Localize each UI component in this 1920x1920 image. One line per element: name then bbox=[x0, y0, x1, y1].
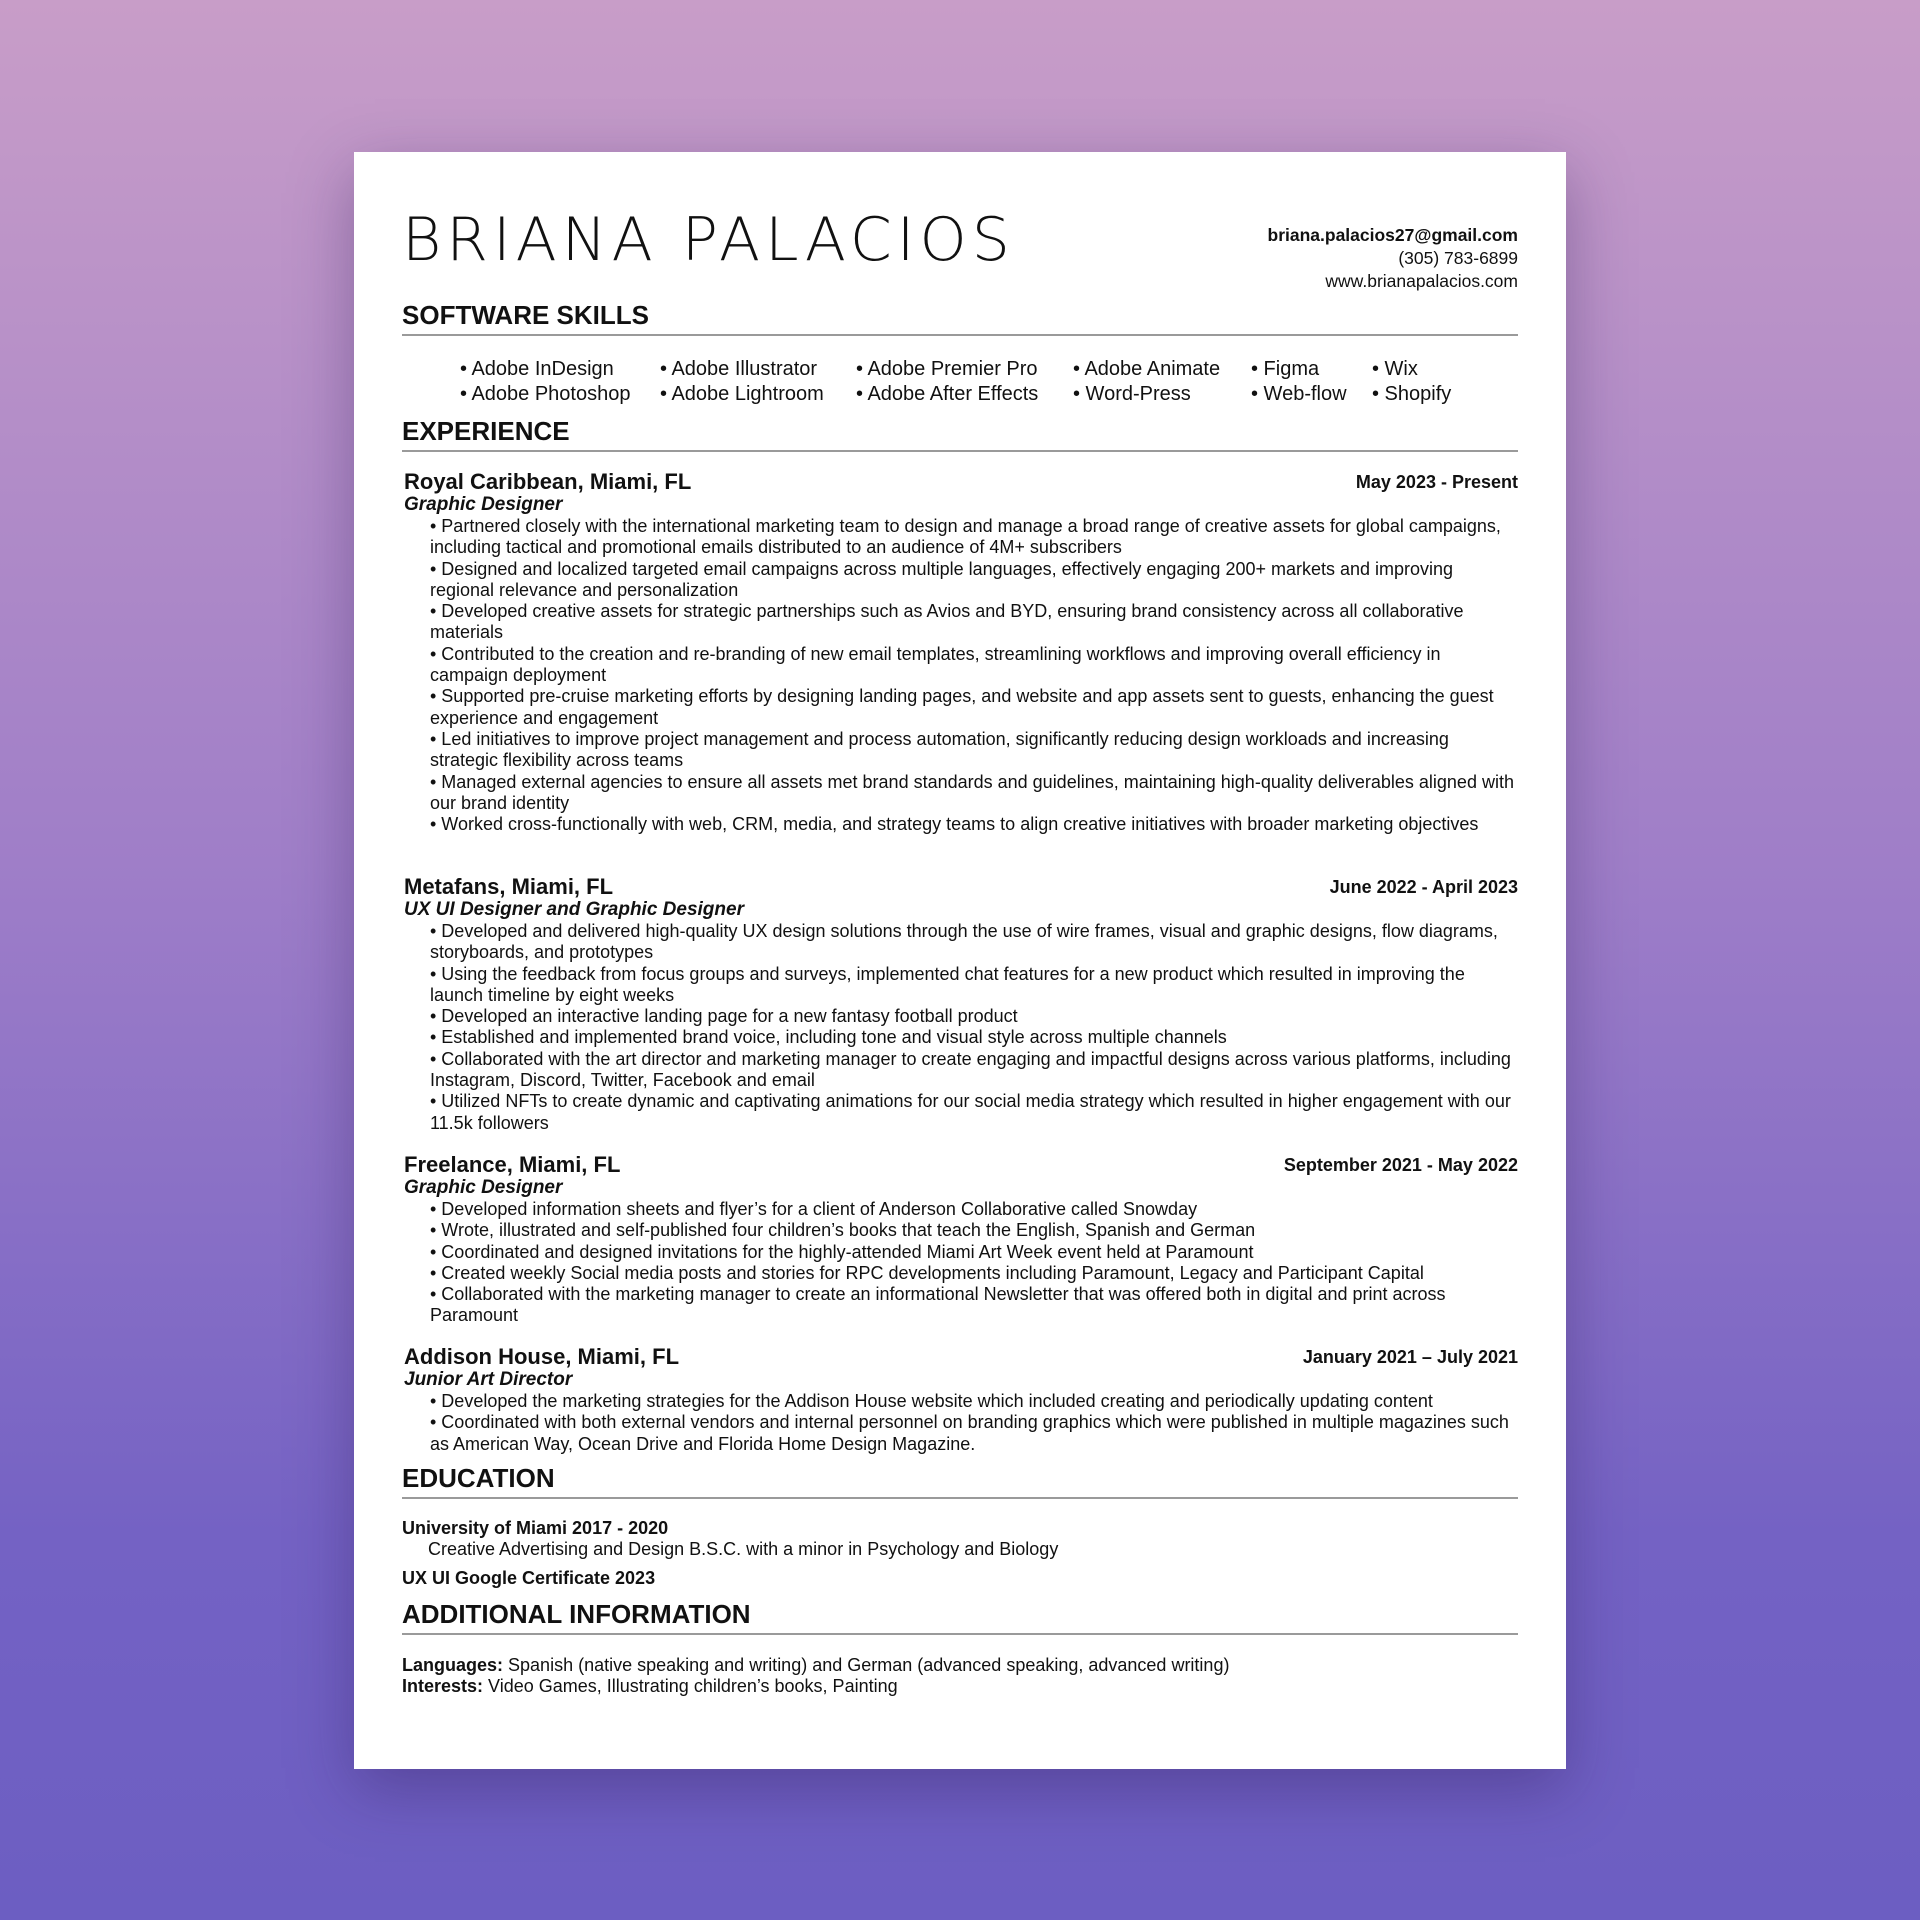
company-name: Metafans, Miami, FL bbox=[404, 874, 614, 899]
skills-column bbox=[1372, 357, 1451, 407]
skills-column bbox=[1251, 357, 1347, 407]
job-header bbox=[404, 875, 1518, 899]
interests-line bbox=[402, 1676, 1229, 1697]
skill-item: • Adobe Lightroom bbox=[660, 383, 824, 405]
job-role: Junior Art Director bbox=[404, 1369, 573, 1390]
job-bullets bbox=[404, 921, 1518, 1134]
languages-line bbox=[402, 1655, 1229, 1676]
section-title-education: EDUCATION bbox=[402, 1463, 1518, 1499]
job-entry bbox=[404, 470, 1518, 835]
bullet-item: • Managed external agencies to ensure all assets met brand standards and guidelines, maintaining high-quality deliverables aligned with our brand identity bbox=[430, 771, 1514, 813]
section-title-additional: ADDITIONAL INFORMATION bbox=[402, 1599, 1518, 1635]
email[interactable]: briana.palacios27@gmail.com bbox=[1267, 225, 1518, 245]
contact-block bbox=[1268, 224, 1519, 293]
section-title-experience: EXPERIENCE bbox=[402, 416, 1518, 452]
job-dates: January 2021 – July 2021 bbox=[1302, 1347, 1518, 1367]
job-entry bbox=[404, 1153, 1518, 1327]
bullet-item: • Developed the marketing strategies for the Addison House website which included creating and periodically updating content bbox=[430, 1391, 1433, 1411]
bullet-item: • Supported pre-cruise marketing efforts by designing landing pages, and website and app assets sent to guests, enhancing the guest experience and engagement bbox=[430, 686, 1494, 728]
bullet-item: • Contributed to the creation and re-branding of new email templates, streamlining workflows and improving overall efficiency in campaign deployment bbox=[430, 643, 1441, 686]
phone: (305) 783-6899 bbox=[1398, 248, 1518, 268]
resume-page bbox=[354, 152, 1566, 1769]
bullet-item: • Collaborated with the art director and marketing manager to create engaging and impactful designs across various platforms, including Instagram, Discord, Twitter, Facebook and email bbox=[430, 1048, 1511, 1091]
company-name: Freelance, Miami, FL bbox=[404, 1152, 621, 1177]
skill-item: • Adobe Photoshop bbox=[460, 383, 631, 405]
skill-item: • Word-Press bbox=[1073, 383, 1191, 405]
bullet-item: • Developed and delivered high-quality UX design solutions through the use of wire frames, visual and graphic designs, flow diagrams, storyboards, and prototypes bbox=[430, 921, 1498, 963]
school: University of Miami 2017 - 2020 bbox=[402, 1518, 669, 1538]
interests-label: Interests: bbox=[402, 1676, 484, 1696]
job-dates: June 2022 - April 2023 bbox=[1329, 877, 1518, 897]
bullet-item: • Developed creative assets for strategic partnerships such as Avios and BYD, ensuring brand consistency across all collaborative materials bbox=[430, 601, 1464, 643]
job-bullets bbox=[404, 516, 1518, 835]
job-bullets bbox=[404, 1391, 1518, 1455]
bullet-item: • Worked cross-functionally with web, CRM, media, and strategy teams to align creative initiatives with broader marketing objectives bbox=[430, 814, 1479, 835]
skills-column bbox=[460, 357, 630, 407]
skill-item: • Figma bbox=[1251, 358, 1320, 380]
job-header bbox=[404, 1153, 1518, 1177]
company-name: Addison House, Miami, FL bbox=[404, 1344, 680, 1369]
skills-column bbox=[856, 357, 1038, 407]
bullet-item: • Partnered closely with the international marketing team to design and manage a broad range of creative assets for global campaigns, including tactical and promotional emails distributed to an audience of 4M+ subscribers bbox=[430, 516, 1501, 558]
website[interactable]: www.brianapalacios.com bbox=[1325, 271, 1518, 291]
bullet-item: • Using the feedback from focus groups and surveys, implemented chat features for a new product which resulted in improving the launch timeline by eight weeks bbox=[430, 963, 1465, 1005]
job-entry bbox=[404, 875, 1518, 1134]
job-entry bbox=[404, 1345, 1518, 1455]
skills-column bbox=[1073, 357, 1220, 407]
certificate: UX UI Google Certificate 2023 bbox=[402, 1568, 656, 1588]
skill-item: • Adobe After Effects bbox=[856, 383, 1039, 405]
skill-item: • Adobe InDesign bbox=[460, 358, 614, 380]
job-role: Graphic Designer bbox=[404, 1177, 563, 1198]
job-dates: May 2023 - Present bbox=[1355, 472, 1518, 492]
skill-item: • Adobe Animate bbox=[1073, 358, 1221, 380]
job-bullets bbox=[404, 1199, 1518, 1327]
job-header bbox=[404, 1345, 1518, 1369]
candidate-name: BRIANA PALACIOS bbox=[402, 205, 1015, 275]
bullet-item: • Coordinated with both external vendors and internal personnel on branding graphics which were published in multiple magazines such as American Way, Ocean Drive and Florida Home Design Magazine. bbox=[430, 1412, 1509, 1454]
job-header bbox=[404, 470, 1518, 494]
interests-value: Video Games, Illustrating children’s books, Painting bbox=[488, 1676, 898, 1696]
job-role: Graphic Designer bbox=[404, 494, 563, 515]
bullet-item: • Developed information sheets and flyer’s for a client of Anderson Collaborative called Snowday bbox=[430, 1199, 1198, 1219]
education-block bbox=[402, 1518, 1518, 1589]
bullet-item: • Wrote, illustrated and self-published four children’s books that teach the English, Spanish and German bbox=[430, 1220, 1256, 1241]
company-name: Royal Caribbean, Miami, FL bbox=[404, 469, 692, 494]
bullet-item: • Established and implemented brand voice, including tone and visual style across multiple channels bbox=[430, 1027, 1227, 1048]
bullet-item: • Collaborated with the marketing manager to create an informational Newsletter that was offered both in digital and print across Paramount bbox=[430, 1284, 1446, 1326]
languages-value: Spanish (native speaking and writing) and German (advanced speaking, advanced writing) bbox=[508, 1655, 1230, 1675]
job-role: UX UI Designer and Graphic Designer bbox=[404, 899, 744, 920]
bullet-item: • Coordinated and designed invitations for the highly-attended Miami Art Week event held at Paramount bbox=[430, 1241, 1254, 1262]
skill-item: • Web-flow bbox=[1251, 383, 1347, 405]
languages-label: Languages: bbox=[402, 1655, 504, 1675]
skill-item: • Wix bbox=[1372, 358, 1418, 380]
degree: Creative Advertising and Design B.S.C. with a minor in Psychology and Biology bbox=[428, 1539, 1059, 1559]
skills-column bbox=[660, 357, 824, 407]
section-title-skills: SOFTWARE SKILLS bbox=[402, 300, 1518, 336]
skill-item: • Adobe Illustrator bbox=[660, 358, 818, 380]
bullet-item: • Created weekly Social media posts and stories for RPC developments including Paramount, Legacy and Participant Capital bbox=[430, 1262, 1424, 1283]
additional-info bbox=[402, 1655, 1229, 1697]
bullet-item: • Developed an interactive landing page for a new fantasy football product bbox=[430, 1006, 1018, 1027]
job-dates: September 2021 - May 2022 bbox=[1283, 1155, 1518, 1175]
bullet-item: • Utilized NFTs to create dynamic and captivating animations for our social media strategy which resulted in higher engagement with our 11.5k followers bbox=[430, 1091, 1511, 1133]
bullet-item: • Designed and localized targeted email campaigns across multiple languages, effectively engaging 200+ markets and improving regional relevance and personalization bbox=[430, 558, 1454, 600]
skill-item: • Shopify bbox=[1372, 383, 1452, 405]
bullet-item: • Led initiatives to improve project management and process automation, significantly reducing design workloads and increasing strategic flexibility across teams bbox=[430, 728, 1449, 771]
skill-item: • Adobe Premier Pro bbox=[856, 358, 1038, 380]
